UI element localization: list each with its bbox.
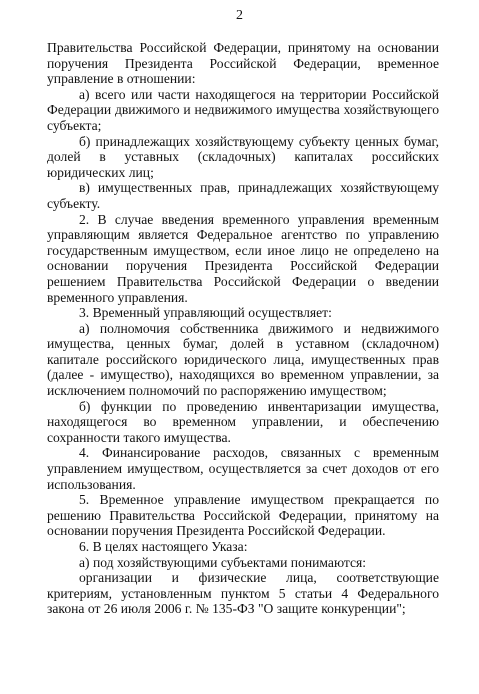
paragraph-clause-3: 3. Временный управляющий осуществляет: bbox=[79, 305, 332, 321]
paragraph-clause-4: 4. Финансирование расходов, связанных с временным управлением имуществом, осуществляется за счет доходов от его использования. bbox=[47, 445, 439, 492]
paragraph-clause-6: 6. В целях настоящего Указа: bbox=[79, 539, 248, 554]
document-body bbox=[47, 40, 439, 617]
paragraph-clause-5: 5. Временное управление имуществом прекращается по решению Правительства Российской Федерации, принятому на основании поручения Президента Российской Федерации. bbox=[47, 492, 439, 539]
paragraph-item-3a: а) полномочия собственника движимого и недвижимого имущества, ценных бумаг, долей в уставном (складочном) капитале российского юридического лица, имущественных прав (далее - имущество), находящихся во временном управлении, за исключением полномочий по распоряжению имуществом; bbox=[47, 320, 439, 399]
paragraph-item-1b: б) принадлежащих хозяйствующему субъекту ценных бумаг, долей в уставных (складочных) капиталах российских юридических лиц; bbox=[47, 133, 439, 180]
paragraph-clause-2: 2. В случае введения временного управления временным управляющим является Федеральное агентство по управлению государственным имуществом, если иное лицо не определено на основании поручения Президента Российской Федерации решением Правительства Российской Федерации о введении временного управления. bbox=[47, 211, 439, 305]
paragraph-item-6a-text: организации и физические лица, соответствующие критериям, установленным пунктом 5 статьи 4 Федерального закона от 26 июля 2006 г. № 135-ФЗ "О защите конкуренции"; bbox=[47, 570, 439, 617]
paragraph-item-1c: в) имущественных прав, принадлежащих хозяйствующему субъекту. bbox=[47, 180, 439, 211]
paragraph-item-1a: а) всего или части находящегося на территории Российской Федерации движимого и недвижимого имущества хозяйствующего субъекта; bbox=[47, 86, 439, 133]
page-number: 2 bbox=[236, 8, 243, 23]
paragraph-intro: Правительства Российской Федерации, принятому на основании поручения Президента Российской Федерации, временное управление в отношении: bbox=[47, 40, 439, 87]
paragraph-item-6a: а) под хозяйствующими субъектами понимаются: bbox=[79, 554, 367, 570]
paragraph-item-3b: б) функции по проведению инвентаризации имущества, находящегося во временном управлении, и обеспечению сохранности такого имущества. bbox=[47, 398, 439, 445]
